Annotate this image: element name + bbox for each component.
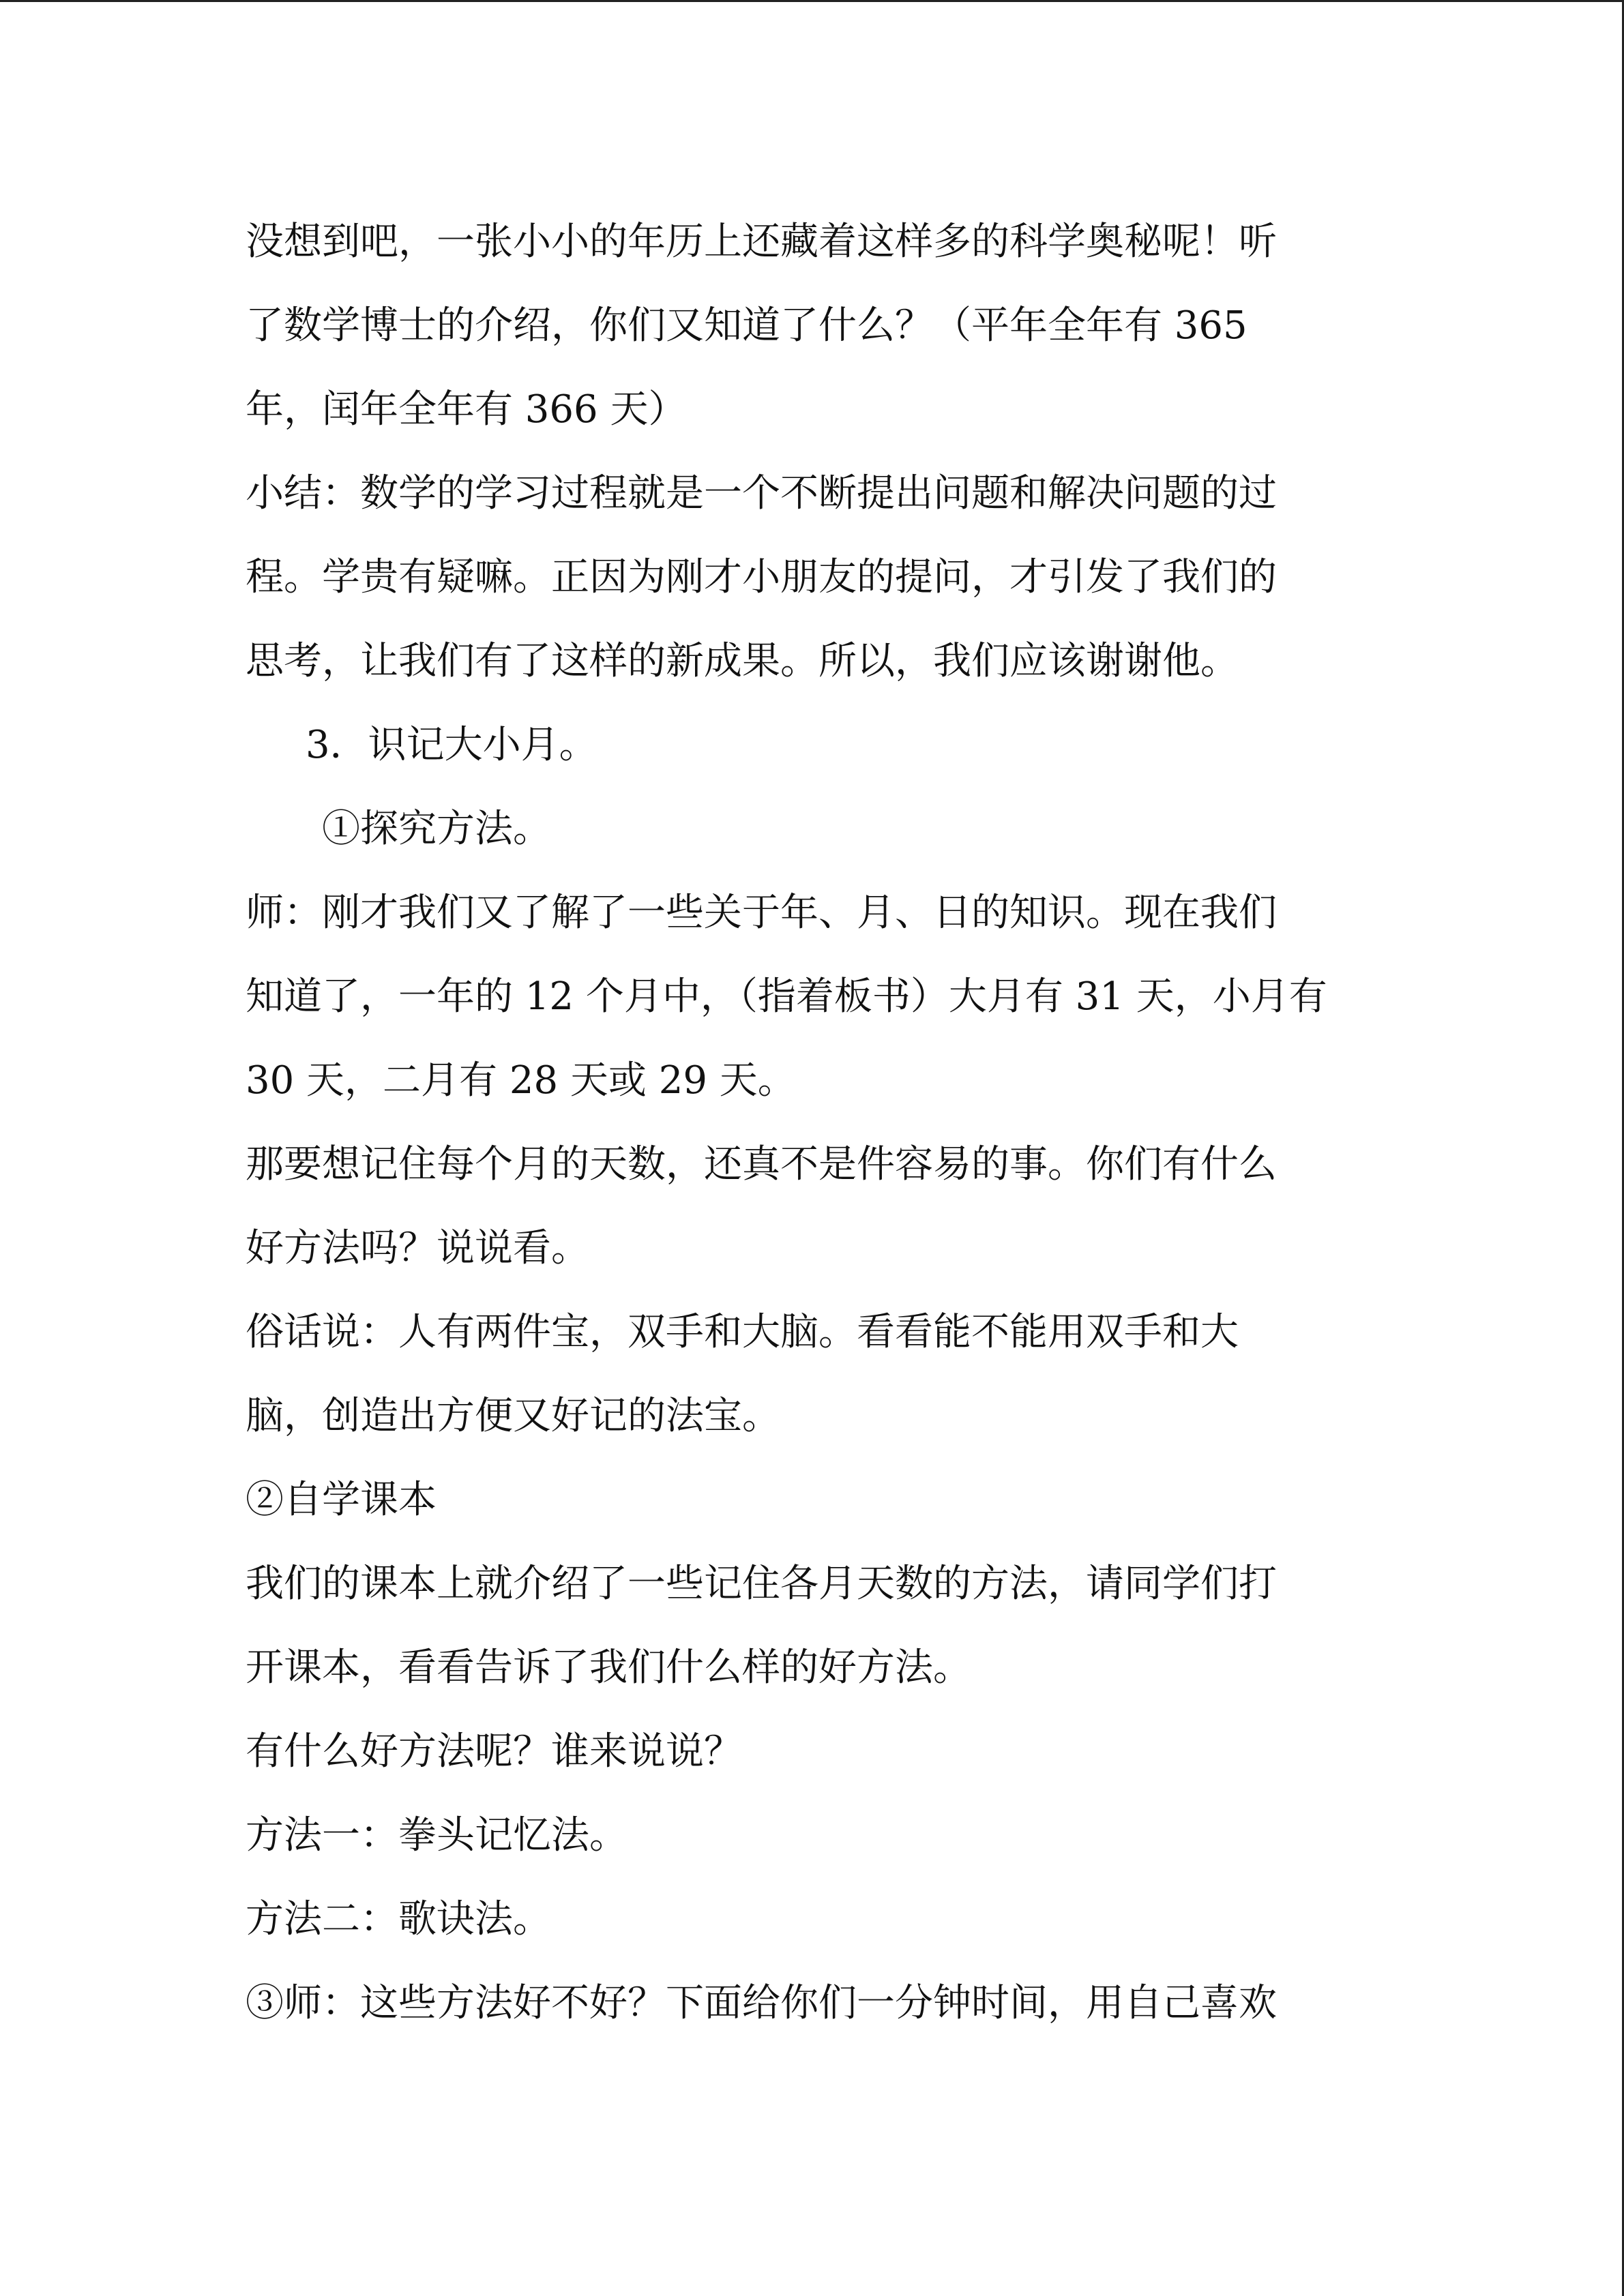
text-line: 方法一：拳头记忆法。 bbox=[246, 1813, 628, 1858]
subsection-heading: ①探究方法。 bbox=[322, 807, 551, 851]
section-heading: 3．识记大小月。 bbox=[306, 723, 597, 767]
text-line: 30 天，二月有 28 天或 29 天。 bbox=[246, 1058, 796, 1103]
text-line: 那要想记住每个月的天数，还真不是件容易的事。你们有什么 bbox=[246, 1142, 1277, 1187]
text-line: 程。学贵有疑嘛。正因为刚才小朋友的提问，才引发了我们的 bbox=[246, 555, 1277, 599]
text-line: 开课本，看看告诉了我们什么样的好方法。 bbox=[246, 1645, 971, 1690]
text-line: 我们的课本上就介绍了一些记住各月天数的方法，请同学们打 bbox=[246, 1562, 1277, 1606]
text-line: ③师：这些方法好不好？下面给你们一分钟时间，用自己喜欢 bbox=[246, 1981, 1277, 2025]
text-line: 方法二：歌诀法。 bbox=[246, 1897, 551, 1941]
document-body bbox=[246, 200, 1405, 2045]
text-line: 年，闰年全年有 366 天） bbox=[246, 387, 687, 432]
subsection-heading: ②自学课本 bbox=[246, 1478, 437, 1522]
text-line: 没想到吧，一张小小的年历上还藏着这样多的科学奥秘呢！听 bbox=[246, 220, 1277, 264]
text-line: 小结：数学的学习过程就是一个不断提出问题和解决问题的过 bbox=[246, 471, 1277, 516]
text-line: 有什么好方法呢？谁来说说？ bbox=[246, 1729, 742, 1774]
text-line: 师：刚才我们又了解了一些关于年、月、日的知识。现在我们 bbox=[246, 891, 1277, 935]
text-line: 好方法吗？说说看。 bbox=[246, 1226, 589, 1270]
text-line: 知道了，一年的 12 个月中，（指着板书）大月有 31 天，小月有 bbox=[246, 974, 1327, 1019]
text-line: 思考，让我们有了这样的新成果。所以，我们应该谢谢他。 bbox=[246, 639, 1239, 683]
text-line: 了数学博士的介绍，你们又知道了什么？（平年全年有 365 bbox=[246, 303, 1247, 348]
text-line: 脑，创造出方便又好记的法宝。 bbox=[246, 1394, 780, 1438]
text-line: 俗话说：人有两件宝，双手和大脑。看看能不能用双手和大 bbox=[246, 1310, 1239, 1354]
